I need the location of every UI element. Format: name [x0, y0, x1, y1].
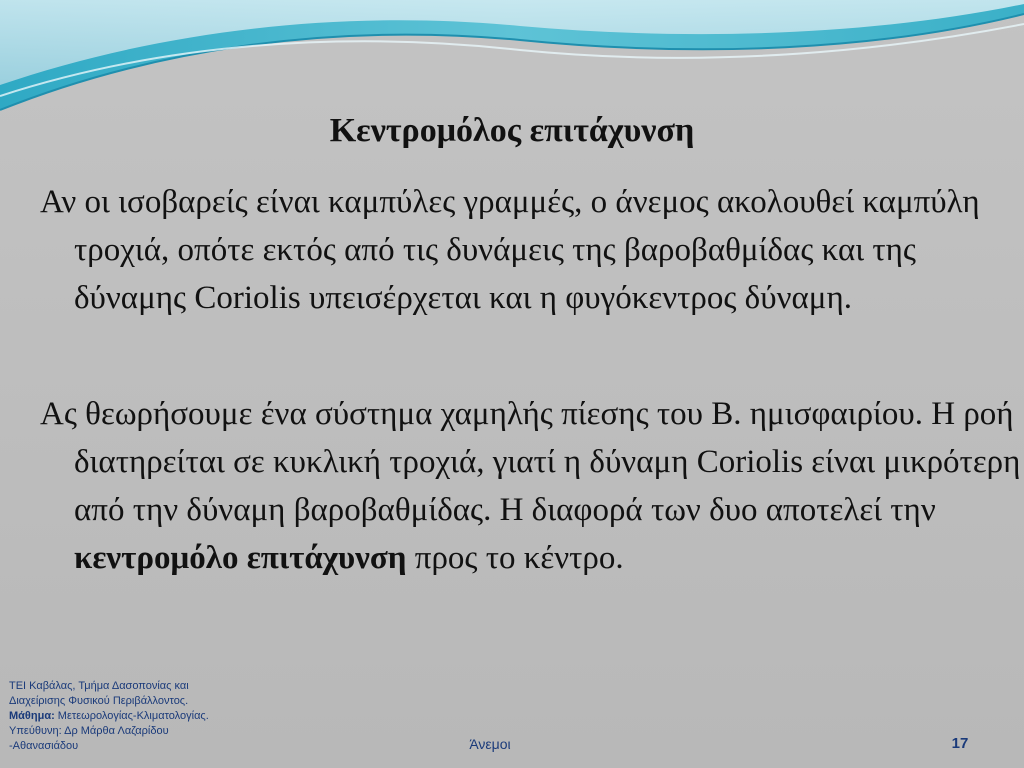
- footer-course-name: Μετεωρολογίας-Κλιματολογίας.: [54, 710, 209, 722]
- paragraph-low-pressure-system: [40, 390, 1024, 582]
- slide-title: Κεντρομόλος επιτάχυνση: [329, 112, 695, 149]
- footer-responsible-line1: Υπεύθυνη: Δρ Μάρθα Λαζαρίδου: [9, 725, 169, 737]
- footer-institution-line1: ΤΕΙ Καβάλας, Τμήμα Δασοπονίας και: [9, 680, 189, 692]
- page-number: 17: [951, 735, 969, 752]
- paragraph2-text-after: προς το κέντρο.: [406, 540, 624, 576]
- footer-responsible-line2: -Αθανασιάδου: [9, 740, 79, 752]
- footer-institution-line2: Διαχείρισης Φυσικού Περιβάλλοντος.: [9, 695, 189, 707]
- footer-credits: [9, 679, 269, 754]
- footer-course: [9, 709, 269, 724]
- wave-light-band: [0, 0, 1024, 85]
- header-wave-decoration: [0, 0, 1024, 130]
- paragraph-curved-isobars: Αν οι ισοβαρείς είναι καμπύλες γραμμές, ο άνεμος ακολουθεί καμπύλη τροχιά, οπότε εκτός από τις δυνάμεις της βαροβαθμίδας και της δύναμης Coriolis υπεισέρχεται και η φυγόκεντρος δύναμη.: [40, 184, 980, 316]
- footer-course-label: Μάθημα:: [9, 710, 55, 722]
- paragraph2-text-before: Ας θεωρήσουμε ένα σύστημα χαμηλής πίεσης του Β. ημισφαιρίου. Η ροή διατηρείται σε κυκλική τροχιά, γιατί η δύναμη Coriolis είναι μικρότερη από την δύναμη βαροβαθμίδας. Η διαφορά των δυο αποτελεί την: [40, 396, 1021, 528]
- paragraph2-bold-term: κεντρομόλο επιτάχυνση: [74, 540, 407, 576]
- footer-topic: Άνεμοι: [469, 736, 511, 752]
